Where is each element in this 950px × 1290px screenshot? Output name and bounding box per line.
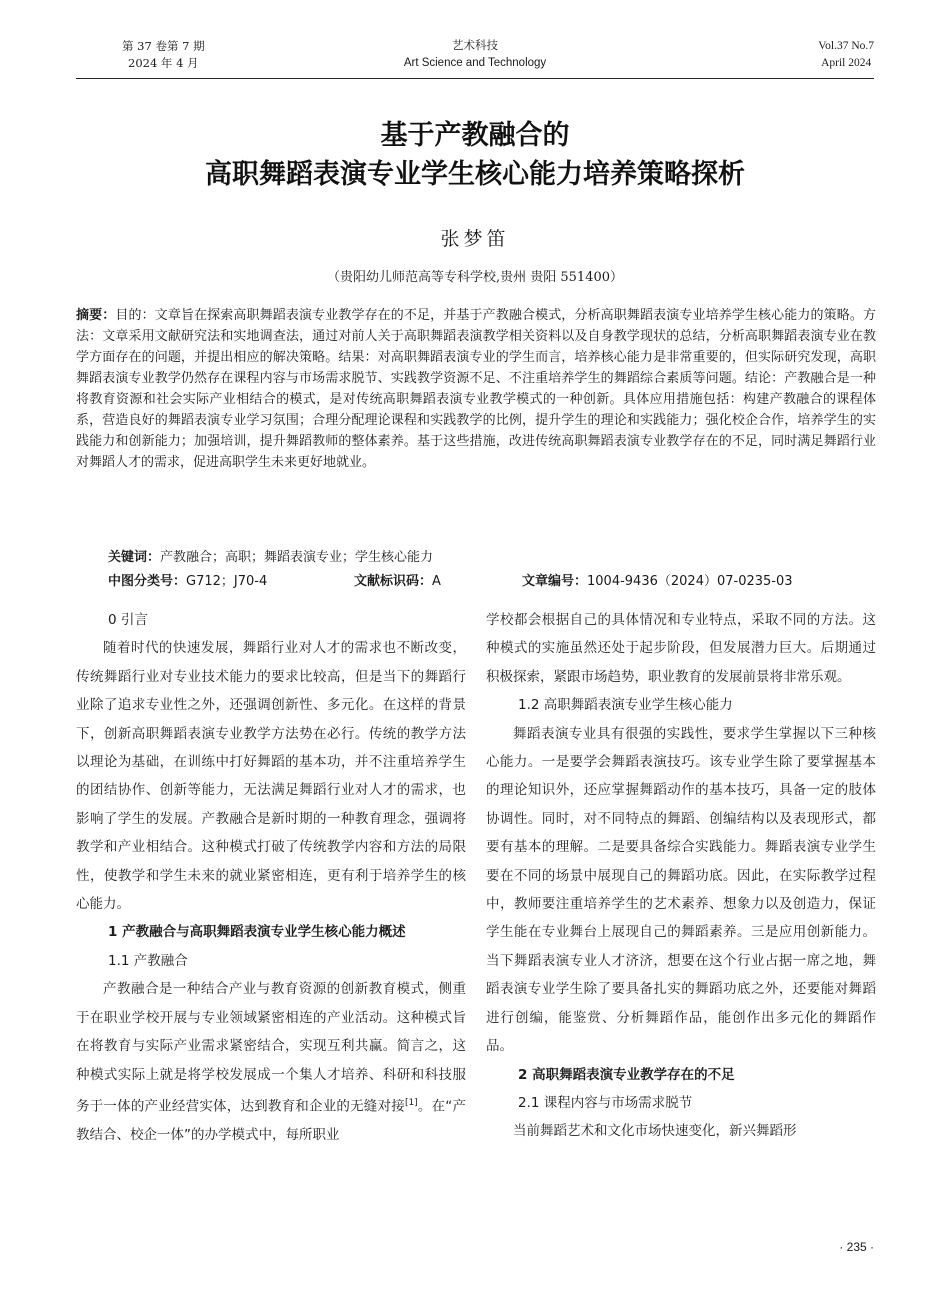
continued-paragraph: 学校都会根据自己的具体情况和专业特点，采取不同的方法。这种模式的实施虽然还处于起步阶段，但发展潜力巨大。后期通过积极探索，紧跟市场趋势，职业教育的发展前景将非常乐观。 — [486, 612, 876, 685]
section-0-heading: 0 引言 — [108, 612, 148, 628]
issue-date: 2024 年 4 月 — [128, 56, 199, 70]
abstract-label: 摘要： — [76, 308, 116, 323]
abstract-text: 目的：文章旨在探索高职舞蹈表演专业教学存在的不足，并基于产教融合模式，分析高职舞蹈表演专业培养学生核心能力的策略。方法：文章采用文献研究法和实地调查法，通过对前人关于高职舞蹈表演教学相关资料以及自身教学现状的总结，分析高职舞蹈表演专业在教学方面存在的问题，并提出相应的解决策略。结果：对高职舞蹈表演专业的学生而言，培养核心能力是非常重要的，但实际研究发现，高职舞蹈表演专业教学仍然存在课程内容与市场需求脱节、实践教学资源不足、不注重培养学生的舞蹈综合素质等问题。结论：产教融合是一种将教育资源和社会实际产业相结合的模式，是对传统高职舞蹈表演专业教学模式的一种创新。具体应用措施包括：构建产教融合的课程体系，营造良好的舞蹈表演专业学习氛围；合理分配理论课程和实践教学的比例，提升学生的理论和实践能力；强化校企合作，培养学生的实践能力和创新能力；加强培训，提升舞蹈教师的整体素养。基于这些措施，改进传统高职舞蹈表演专业教学存在的不足，同时满足舞蹈行业对舞蹈人才的需求，促进高职学生未来更好地就业。 — [76, 308, 876, 470]
article-number-label: 文章编号： — [522, 574, 588, 589]
article-number — [522, 570, 793, 589]
doc-code-value: A — [432, 574, 441, 589]
issue-volume: 第 37 卷第 7 期 — [122, 39, 205, 53]
author-name: 张梦笛 — [440, 228, 510, 250]
paper-title — [0, 116, 950, 194]
journal-name-en: Art Science and Technology — [403, 57, 547, 69]
journal-issue-en — [818, 38, 874, 72]
right-column — [486, 606, 876, 1146]
section-1-1-text: 产教融合是一种结合产业与教育资源的创新教育模式，侧重于在职业学校开展与专业领域紧密相连的产业活动。这种模式旨在将教育与实际产业需求紧密结合，实现互利共赢。简言之，这种模式实际上就是将学校发展成一个集人才培养、科研和科技服务于一体的产业经营实体，达到教育和企业的无缝对接 — [76, 981, 466, 1115]
journal-name-cn: 艺术科技 — [452, 40, 498, 52]
keywords — [108, 546, 433, 565]
section-1-1-text-end: 。在“产教结合、校企一体”的办学模式中，每所职业 — [76, 1098, 467, 1143]
document-code — [354, 570, 441, 589]
section-1-2-paragraph: 舞蹈表演专业具有很强的实践性，要求学生掌握以下三种核心能力。一是要学会舞蹈表演技巧。该专业学生除了要掌握基本的理论知识外，还应掌握舞蹈动作的基本技巧，具备一定的肢体协调性。同时，对不同特点的舞蹈、创编结构以及表现形式，都要有基本的理解。二是要具备综合实践能力。舞蹈表演专业学生要在不同的场景中展现自己的舞蹈功底。因此，在实际教学过程中，教师要注重培养学生的艺术素养、想象力以及创造力，保证学生能在专业舞台上展现自己的舞蹈素养。三是应用创新能力。当下舞蹈表演专业人才济济，想要在这个行业占据一席之地，舞蹈表演专业学生除了要具备扎实的舞蹈功底之外，还要能对舞蹈进行创编，能鉴赏、分析舞蹈作品，能创作出多元化的舞蹈作品。 — [486, 725, 876, 1055]
running-header — [76, 34, 874, 79]
abstract — [76, 305, 876, 473]
section-2-1-paragraph: 当前舞蹈艺术和文化市场快速变化，新兴舞蹈形 — [513, 1123, 797, 1140]
section-1-1-paragraph — [76, 975, 466, 1149]
section-1-1-heading: 1.1 产教融合 — [108, 952, 188, 969]
keywords-text: 产教融合；高职；舞蹈表演专业；学生核心能力 — [160, 550, 434, 565]
clc-value: G712；J70-4 — [186, 574, 268, 589]
section-2-heading: 2 高职舞蹈表演专业教学存在的不足 — [518, 1066, 735, 1083]
citation-ref: [1] — [404, 1097, 418, 1108]
article-number-value: 1004-9436（2024）07-0235-03 — [587, 574, 793, 589]
left-column — [76, 606, 466, 1149]
author-affiliation: （贵阳幼儿师范高等专科学校,贵州 贵阳 551400） — [326, 270, 624, 285]
doc-code-label: 文献标识码： — [354, 574, 433, 589]
section-1-heading: 1 产教融合与高职舞蹈表演专业学生核心能力概述 — [108, 924, 406, 941]
section-1-2-heading: 1.2 高职舞蹈表演专业学生核心能力 — [518, 697, 733, 714]
title-line-2: 高职舞蹈表演专业学生核心能力培养策略探析 — [205, 159, 745, 190]
issue-volume-en: Vol.37 No.7 — [818, 40, 874, 52]
journal-name — [76, 38, 874, 72]
title-line-1: 基于产教融合的 — [380, 120, 570, 151]
section-0-paragraph: 随着时代的快速发展，舞蹈行业对人才的需求也不断改变，传统舞蹈行业对专业技术能力的要求比较高，但是当下的舞蹈行业除了追求专业性之外，还强调创新性、多元化。在这样的背景下，创新高职舞蹈表演专业教学方法势在必行。传统的教学方法以理论为基础，在训练中打好舞蹈的基本功，并不注重培养学生的团结协作、创新等能力，无法满足舞蹈行业对人才的需求，也影响了学生的发展。产教融合是新时期的一种教育理念，强调将教学和产业相结合。这种模式打破了传统教学内容和方法的局限性，使教学和学生未来的就业紧密相连，更有利于培养学生的核心能力。 — [76, 640, 466, 913]
keywords-label: 关键词： — [108, 550, 161, 565]
section-2-1-heading: 2.1 课程内容与市场需求脱节 — [518, 1094, 693, 1111]
page-number: · 235 · — [839, 1240, 874, 1254]
clc-label: 中图分类号： — [108, 574, 187, 589]
clc-number — [108, 570, 267, 589]
issue-date-en: April 2024 — [821, 57, 872, 69]
